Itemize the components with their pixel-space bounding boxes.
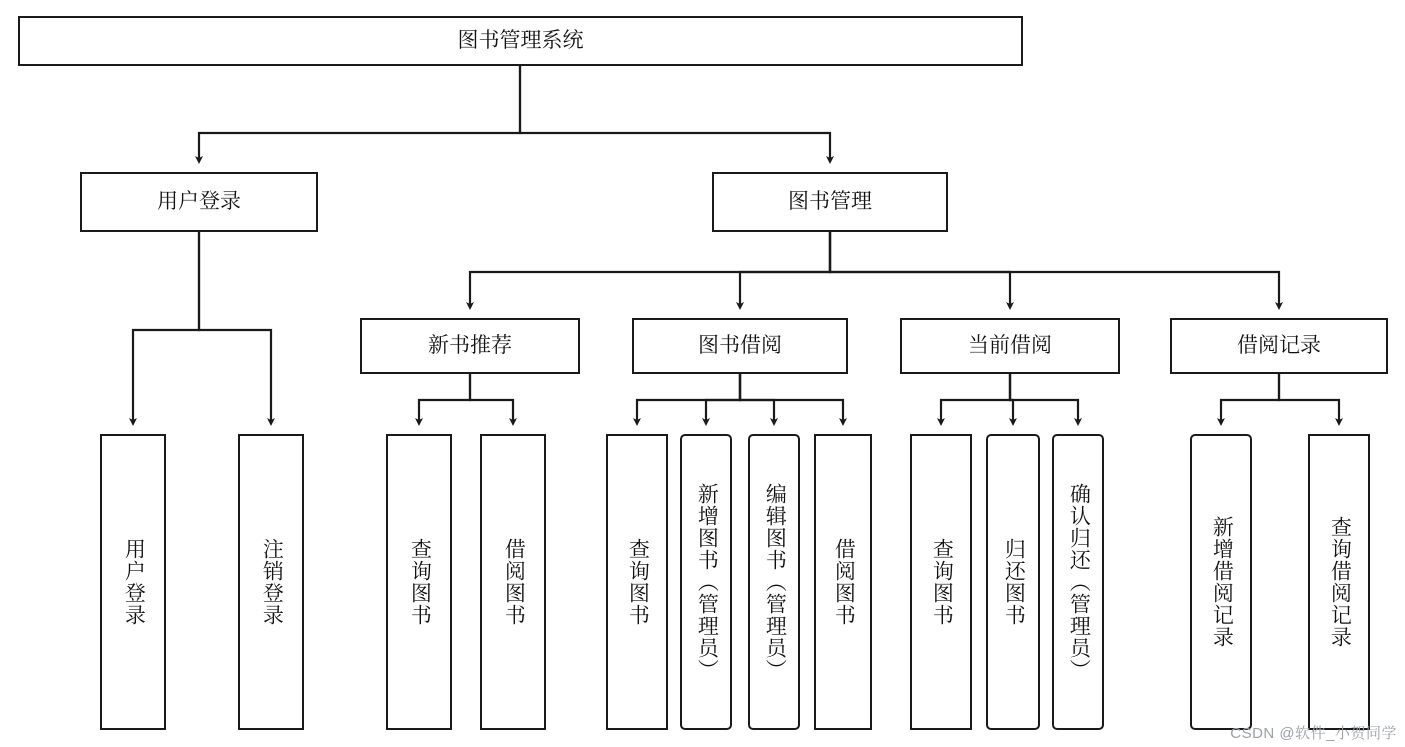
node-book-management-label: 图书管理 bbox=[788, 189, 872, 213]
node-leaf-borrow-book-2-label: 借阅图书 bbox=[832, 538, 856, 626]
node-borrow-record[interactable] bbox=[1170, 318, 1388, 374]
node-current-borrow[interactable] bbox=[900, 318, 1120, 374]
node-leaf-borrow-book-2[interactable] bbox=[814, 434, 872, 730]
node-borrow-record-label: 借阅记录 bbox=[1237, 333, 1321, 357]
node-leaf-add-record[interactable] bbox=[1190, 434, 1252, 730]
node-leaf-edit-book[interactable] bbox=[748, 434, 800, 730]
node-leaf-query-book-2[interactable] bbox=[606, 434, 668, 730]
node-leaf-return-book[interactable] bbox=[986, 434, 1040, 730]
node-leaf-user-login-label: 用户登录 bbox=[122, 538, 146, 626]
node-leaf-borrow-book-1[interactable] bbox=[480, 434, 546, 730]
node-leaf-query-record[interactable] bbox=[1308, 434, 1370, 730]
node-leaf-return-book-label: 归还图书 bbox=[1002, 538, 1026, 626]
watermark: CSDN @软件_小贺同学 bbox=[1230, 725, 1397, 742]
node-leaf-user-login[interactable] bbox=[100, 434, 166, 730]
node-book-borrow-label: 图书借阅 bbox=[698, 333, 782, 357]
node-user-login[interactable] bbox=[80, 172, 318, 232]
node-leaf-query-book-1[interactable] bbox=[386, 434, 452, 730]
node-new-book-recommend-label: 新书推荐 bbox=[428, 333, 512, 357]
node-leaf-edit-book-label: 编辑图书（管理员） bbox=[763, 483, 787, 681]
node-leaf-logout[interactable] bbox=[238, 434, 304, 730]
node-leaf-confirm-return[interactable] bbox=[1052, 434, 1104, 730]
node-leaf-query-book-1-label: 查询图书 bbox=[408, 538, 432, 626]
node-new-book-recommend[interactable] bbox=[360, 318, 580, 374]
node-leaf-borrow-book-1-label: 借阅图书 bbox=[502, 538, 526, 626]
node-user-login-label: 用户登录 bbox=[157, 189, 241, 213]
node-leaf-query-record-label: 查询借阅记录 bbox=[1328, 516, 1352, 648]
node-leaf-add-book[interactable] bbox=[680, 434, 732, 730]
node-current-borrow-label: 当前借阅 bbox=[968, 333, 1052, 357]
node-book-management[interactable] bbox=[712, 172, 948, 232]
node-leaf-add-book-label: 新增图书（管理员） bbox=[695, 483, 719, 681]
node-leaf-logout-label: 注销登录 bbox=[260, 538, 284, 626]
node-leaf-confirm-return-label: 确认归还（管理员） bbox=[1067, 483, 1091, 681]
node-book-borrow[interactable] bbox=[632, 318, 848, 374]
node-root[interactable] bbox=[18, 16, 1023, 66]
node-leaf-query-book-3-label: 查询图书 bbox=[930, 538, 954, 626]
node-root-label: 图书管理系统 bbox=[457, 28, 584, 52]
node-leaf-add-record-label: 新增借阅记录 bbox=[1210, 516, 1234, 648]
node-leaf-query-book-3[interactable] bbox=[910, 434, 972, 730]
node-leaf-query-book-2-label: 查询图书 bbox=[626, 538, 650, 626]
